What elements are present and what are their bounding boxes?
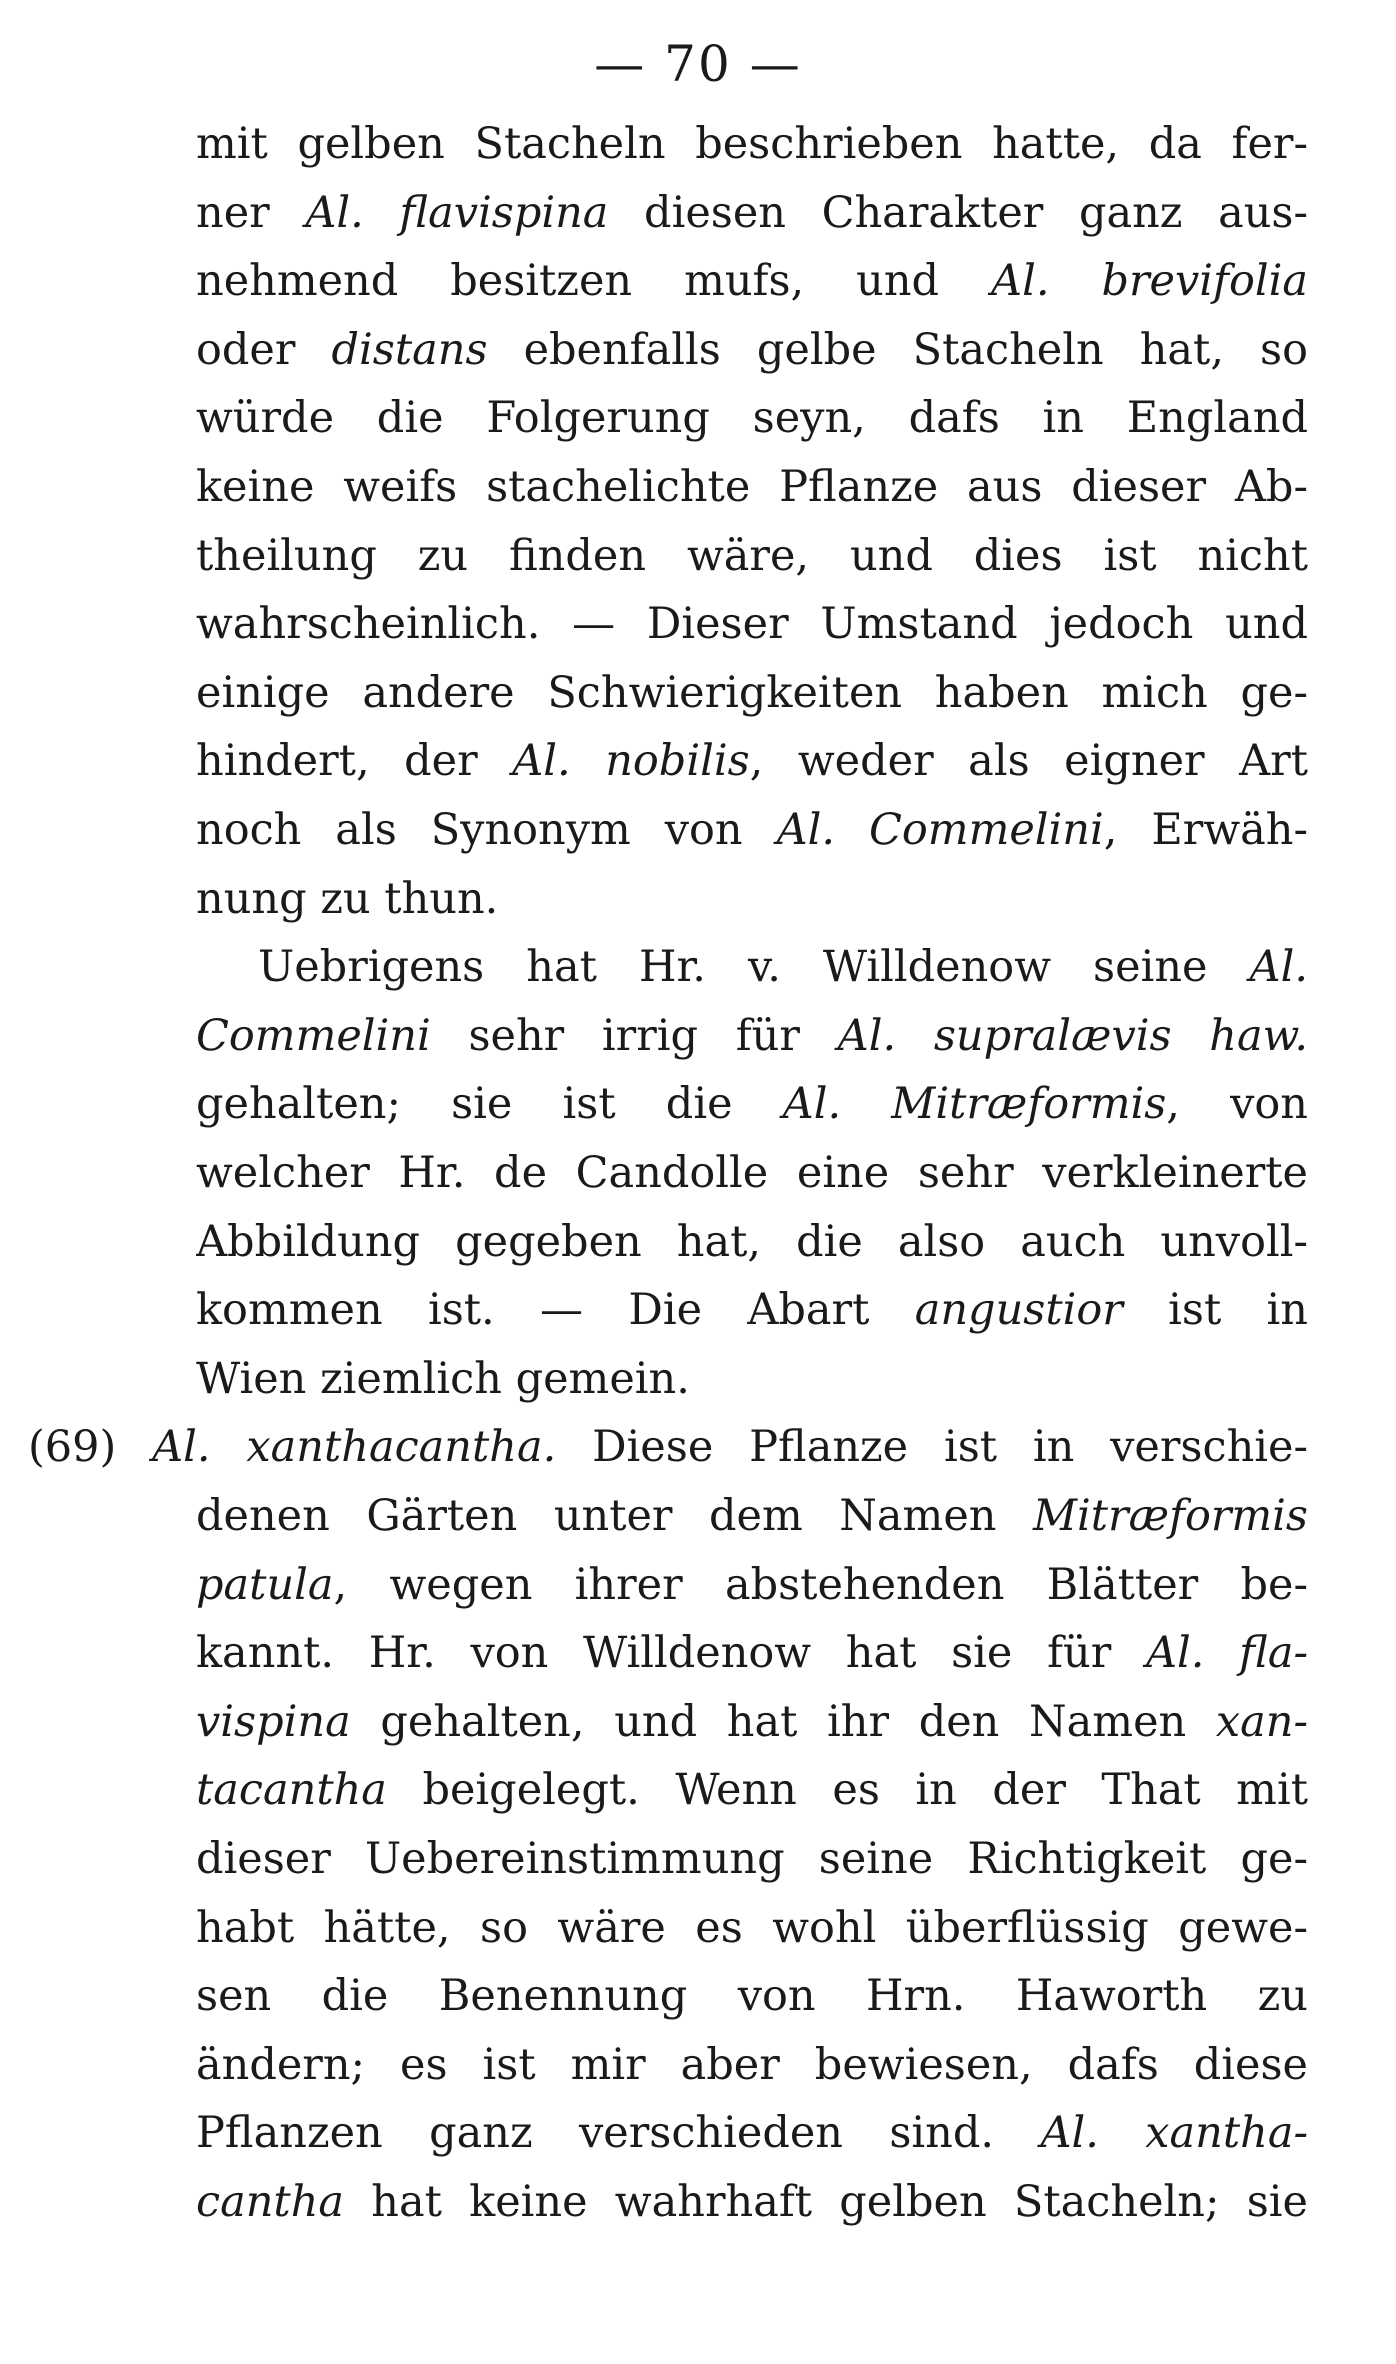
text-segment: ebenfalls gelbe Stacheln hat, so <box>487 325 1308 375</box>
text-line <box>196 1070 1308 1138</box>
text-segment: oder <box>196 325 332 375</box>
text-segment: gehalten, und hat ihr den Namen <box>350 1697 1216 1747</box>
text-line <box>196 1276 1308 1344</box>
text-line <box>196 522 1308 590</box>
text-segment: ändern; es ist mir aber bewiesen, dafs diese <box>196 2040 1308 2090</box>
text-segment: hat keine wahrhaft gelben Stacheln; sie <box>344 2177 1308 2227</box>
text-line <box>196 1688 1308 1756</box>
text-line <box>196 590 1308 658</box>
text-segment: , wegen ihrer abstehenden Blätter be- <box>333 1560 1308 1610</box>
text-segment: kannt. Hr. von Willdenow hat sie für <box>196 1628 1146 1678</box>
text-line <box>196 865 1308 933</box>
text-segment: würde die Folgerung seyn, dafs in England <box>196 393 1308 443</box>
italic-text: Al. <box>1249 942 1308 992</box>
text-segment: denen Gärten unter dem Namen <box>196 1491 1033 1541</box>
page-number: — 70 — <box>594 35 802 93</box>
text-line <box>196 727 1308 795</box>
text-segment: einige andere Schwierigkeiten haben mich ge- <box>196 668 1308 718</box>
italic-text: cantha <box>196 2177 345 2227</box>
italic-text: Al. Commelini <box>776 805 1104 855</box>
text-segment: Uebrigens hat Hr. v. Willdenow seine <box>258 942 1250 992</box>
text-line <box>196 110 1308 178</box>
text-line <box>196 1551 1308 1619</box>
text-line <box>258 933 1308 1001</box>
text-segment: Pflanzen ganz verschieden sind. <box>196 2108 1041 2158</box>
italic-text: xan- <box>1215 1697 1308 1747</box>
text-segment: , von <box>1166 1079 1308 1129</box>
italic-text: Al. flavispina <box>305 188 609 238</box>
text-segment: (69) <box>28 1422 153 1472</box>
text-segment: sehr irrig für <box>430 1011 838 1061</box>
text-segment: ner <box>196 188 306 238</box>
text-segment: kommen ist. — Die Abart <box>196 1285 915 1335</box>
italic-text: Al. supralævis haw. <box>837 1011 1308 1061</box>
text-line <box>196 1962 1308 2030</box>
text-line <box>196 2031 1308 2099</box>
italic-text: Mitræformis <box>1033 1491 1308 1541</box>
text-line <box>196 179 1308 247</box>
italic-text: tacantha <box>196 1765 387 1815</box>
text-segment: habt hätte, so wäre es wohl überflüssig gewe- <box>196 1903 1308 1953</box>
text-line <box>196 1619 1308 1687</box>
text-line <box>196 1825 1308 1893</box>
text-line <box>196 1756 1308 1824</box>
text-line <box>28 1413 1308 1481</box>
italic-text: patula <box>196 1560 334 1610</box>
italic-text: Commelini <box>196 1011 431 1061</box>
italic-text: Al. xanthacantha. <box>152 1422 557 1472</box>
text-segment: mit gelben Stacheln beschrieben hatte, da fer- <box>196 119 1308 169</box>
text-line <box>196 316 1308 384</box>
text-segment: noch als Synonym von <box>196 805 777 855</box>
text-segment: , Erwäh- <box>1103 805 1308 855</box>
text-segment: Wien ziemlich gemein. <box>196 1354 690 1404</box>
text-segment: theilung zu finden wäre, und dies ist nicht <box>196 531 1308 581</box>
text-segment: nung zu thun. <box>196 874 499 924</box>
text-line <box>196 659 1308 727</box>
italic-text: Al. brevifolia <box>991 256 1308 306</box>
text-segment: Diese Pflanze ist in verschie- <box>556 1422 1308 1472</box>
text-line <box>196 1139 1308 1207</box>
italic-text: Al. xantha- <box>1040 2108 1308 2158</box>
text-line <box>196 247 1308 315</box>
italic-text: distans <box>331 325 488 375</box>
text-line <box>196 1482 1308 1550</box>
text-line <box>196 384 1308 452</box>
italic-text: Al. fla- <box>1145 1628 1308 1678</box>
text-segment: dieser Uebereinstimmung seine Richtigkeit ge- <box>196 1834 1308 1884</box>
text-line <box>196 796 1308 864</box>
text-line <box>196 1894 1308 1962</box>
text-segment: diesen Charakter ganz aus- <box>608 188 1308 238</box>
text-line <box>196 1002 1308 1070</box>
text-segment: , weder als eigner Art <box>749 736 1308 786</box>
text-segment: sen die Benennung von Hrn. Haworth zu <box>196 1971 1308 2021</box>
text-line <box>196 2168 1308 2236</box>
text-segment: ist in <box>1122 1285 1308 1335</box>
text-line <box>196 453 1308 521</box>
text-segment: welcher Hr. de Candolle eine sehr verkleinerte <box>196 1148 1308 1198</box>
text-segment: keine weifs stachelichte Pflanze aus dieser Ab- <box>196 462 1308 512</box>
italic-text: Al. nobilis <box>512 736 750 786</box>
italic-text: vispina <box>196 1697 351 1747</box>
italic-text: angustior <box>914 1285 1123 1335</box>
text-segment: Abbildung gegeben hat, die also auch unvoll- <box>196 1217 1308 1267</box>
text-segment: gehalten; sie ist die <box>196 1079 783 1129</box>
italic-text: Al. Mitræformis <box>782 1079 1167 1129</box>
text-line <box>196 1208 1308 1276</box>
text-line <box>196 1345 1308 1413</box>
text-segment: hindert, der <box>196 736 513 786</box>
text-segment: nehmend besitzen mufs, und <box>196 256 992 306</box>
text-segment: wahrscheinlich. — Dieser Umstand jedoch und <box>196 599 1308 649</box>
text-segment: beigelegt. Wenn es in der That mit <box>386 1765 1308 1815</box>
text-line <box>196 2099 1308 2167</box>
